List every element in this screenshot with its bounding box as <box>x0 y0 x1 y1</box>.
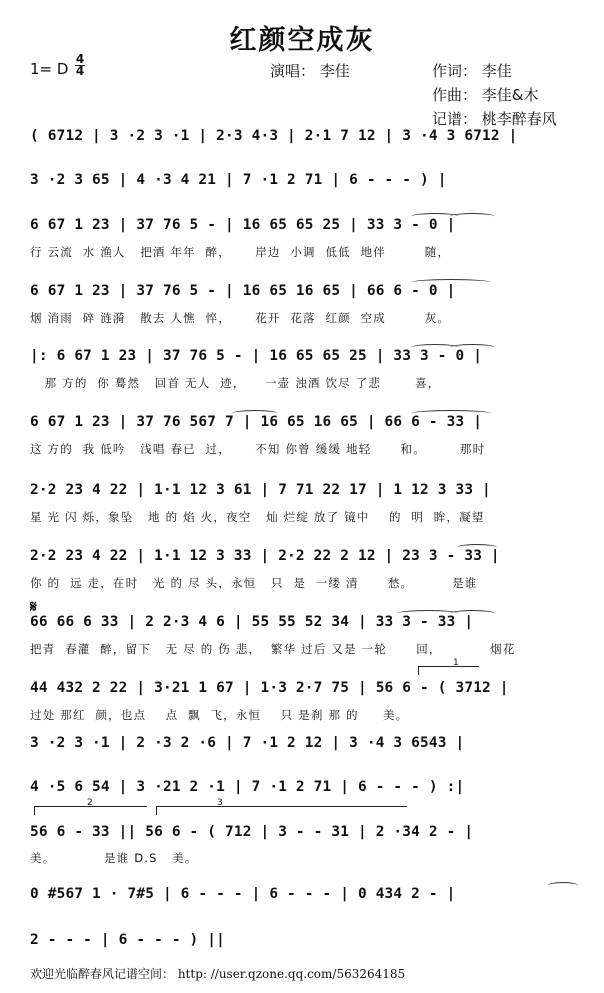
notation-row: 66 66 6 33 | 2 2·3 4 6 | 55 55 52 34 | 33 3 - 33 | <box>30 614 474 630</box>
song-title: 红颜空成灰 <box>229 25 375 56</box>
notation-row: 0 #567 1 · 7#5 | 6 - - - | 6 - - - | 0 434 2 - | <box>30 886 456 902</box>
notation-row: 6 67 1 23 | 37 76 567 7 | 16 65 16 65 | 66 6 - 33 | <box>30 414 483 430</box>
lyric-row: 星 光 闪 烁，象坠 地 的 焰 火，夜空 灿 烂绽 放了 镜中 的 明 眸，凝望 <box>30 510 485 524</box>
notation-row: 56 6 - 33 || 56 6 - ( 712 | 3 - - 31 | 2 ·34 2 - | <box>30 824 474 840</box>
volta-bracket-first <box>418 658 479 675</box>
volta-bracket-second <box>34 798 147 815</box>
volta-number: 2 <box>87 798 93 808</box>
volta-number: 3 <box>217 798 223 808</box>
lyric-row: 行 云流 水 渔人 把酒 年年 醉， 岸边 小调 低低 地伴 随， <box>30 245 451 259</box>
notation-row: 2·2 23 4 22 | 1·1 12 3 33 | 2·2 22 2 12 | 23 3 - 33 | <box>30 548 500 564</box>
lyric-row: 你 的 远 走，在时 光 的 尽 头，永恒 只 是 一缕 清 愁。 是谁 <box>30 576 478 590</box>
notation-row: 6 67 1 23 | 37 76 5 - | 16 65 65 25 | 33 3 - 0 | <box>30 217 456 233</box>
notation-row: 6 67 1 23 | 37 76 5 - | 16 65 16 65 | 66 6 - 0 | <box>30 283 456 299</box>
segno-sign: 𝄋 <box>30 597 37 616</box>
lyric-row: 这 方的 我 低吟 浅唱 春已 过， 不知 你曾 缓缓 地轻 和。 那时 <box>30 442 486 456</box>
time-signature <box>75 54 85 77</box>
notation-row: 4 ·5 6 54 | 3 ·21 2 ·1 | 7 ·1 2 71 | 6 - - - ) :| <box>30 779 465 795</box>
notation-row: 2·2 23 4 22 | 1·1 12 3 61 | 7 71 22 17 | 1 12 3 33 | <box>30 482 491 498</box>
time-signature-top: 4 <box>75 52 85 66</box>
transcriber-credit: 记谱： 桃李醉春风 <box>432 110 557 128</box>
notation-row: ( 6712 | 3 ·2 3 ·1 | 2·3 4·3 | 2·1 7 12 | 3 ·4 3 6712 | <box>30 128 518 144</box>
key-signature: 1= D <box>30 60 69 78</box>
notation-row: |: 6 67 1 23 | 37 76 5 - | 16 65 65 25 | 33 3 - 0 | <box>30 348 483 364</box>
lyric-row: 过处 那红 颜，也点 点 飘 飞，永恒 只 是刹 那 的 美。 <box>30 708 409 722</box>
lyric-row: 把青 春灌 醉，留下 无 尽 的 伤 悲， 繁华 过后 又是 一轮 回， 烟花 <box>30 642 516 656</box>
lyric-row: 美。 是谁 D.S 美。 <box>30 851 198 865</box>
footer-credit: 欢迎光临醉春风记谱空间： http: //user.qzone.qq.com/563264185 <box>30 967 406 981</box>
notation-row: 2 - - - | 6 - - - ) || <box>30 932 226 948</box>
lyricist-credit: 作词： 李佳 <box>432 62 512 80</box>
notation-row: 44 432 2 22 | 3·21 1 67 | 1·3 2·7 75 | 56 6 - ( 3712 | <box>30 680 509 696</box>
singer-credit: 演唱： 李佳 <box>270 62 350 80</box>
volta-bracket-third <box>156 798 407 815</box>
time-signature-bottom: 4 <box>75 64 85 78</box>
composer-credit: 作曲： 李佳&木 <box>432 86 539 104</box>
volta-number: 1 <box>453 658 459 668</box>
lyric-row: 那 方的 你 蓦然 回首 无人 迹， 一壶 浊酒 饮尽 了悲 喜， <box>30 376 441 390</box>
notation-row: 3 ·2 3 ·1 | 2 ·3 2 ·6 | 7 ·1 2 12 | 3 ·4 3 6543 | <box>30 735 465 751</box>
lyric-row: 烟 消雨 碎 涟漪 散去 人憔 悴， 花开 花落 红颜 空成 灰。 <box>30 311 451 325</box>
notation-row: 3 ·2 3 65 | 4 ·3 4 21 | 7 ·1 2 71 | 6 - - - ) | <box>30 172 447 188</box>
